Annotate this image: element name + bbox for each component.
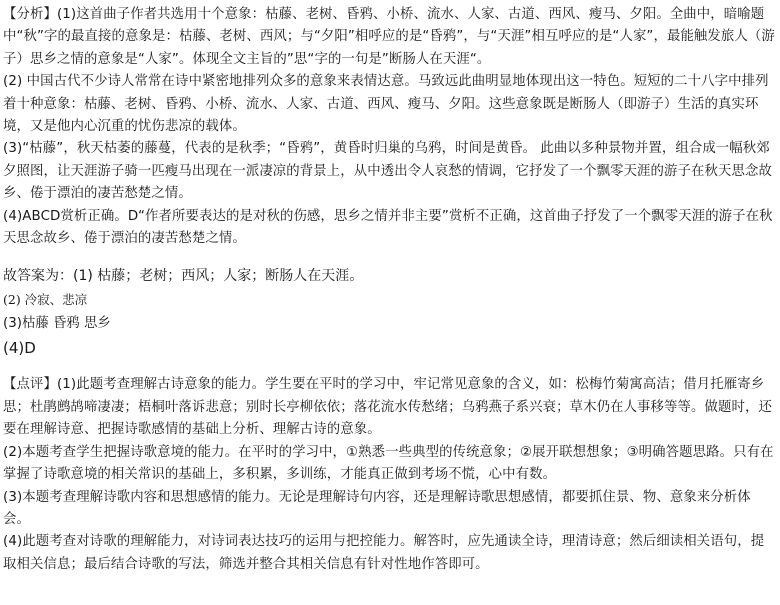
answer-heading: 故答案为：(1) 枯藤；老树；西风；人家；断肠人在天涯。	[3, 268, 364, 285]
analysis-paragraph-3: (3)“枯藤”，秋天枯萎的藤蔓，代表的是秋季；“昏鸦”，黄昏时归巢的乌鸦，时间是黄昏。 此曲以多种景物并置，组合成一幅秋郊夕照图，让天涯游子骑一匹瘦马出现在一派凄凉的背景上，从中透出令人哀愁的情调，它抒发了一个飘零天涯的游子在秋天思念故乡、倦于漂泊的凄苦愁楚之情。	[3, 141, 772, 202]
comment-paragraph-3: (3)本题考查理解诗歌内容和思想感情的能力。无论是理解诗句内容，还是理解诗歌思想感情，都要抓住景、物、意象来分析体会。	[3, 489, 751, 527]
analysis-paragraph-1: 【分析】(1)这首曲子作者共选用十个意象：枯藤、老树、昏鸦、小桥、流水、人家、古道、西风、瘦马、夕阳。全曲中，暗喻题中“秋”字的最直接的意象是：枯藤、老树、西风；与“夕阳”相呼应的是“昏鸦”，与“天涯”相互呼应的是“人家”，最能触发旅人（游子）思乡之情的意象是“人家”。体现全文主旨的”思“字的一句是”断肠人在天涯“。	[3, 7, 775, 67]
comment-paragraph-4: (4)此题考查对诗歌的理解能力，对诗词表达技巧的运用与把控能力。解答时，应先通读全诗，理清诗意；然后细读相关语句，提取相关信息；最后结合诗歌的写法，筛选并整合其相关信息有针对性地作答即可。	[3, 534, 765, 572]
answer-item-4: (4)D	[3, 339, 36, 358]
section-gap	[3, 250, 776, 264]
comment-paragraph-1: 【点评】(1)此题考查理解古诗意象的能力。学生要在平时的学习中，牢记常见意象的含义，如：松梅竹菊寓高洁；借月托雁寄乡思；杜鹃鹧鸪啼凄凄；梧桐叶落诉悲意；别时长亭柳依依；落花流水传愁绪；乌鸦燕子系兴衰；草木仍在人事移等等。做题时，还要在理解诗意、把握诗歌感情的基础上分析、理解古诗的意象。	[3, 377, 772, 438]
comment-paragraph-2: (2)本题考查学生把握诗歌意境的能力。在平时的学习中，①熟悉一些典型的传统意象；②展开联想想象；③明确答题思路。只有在掌握了诗歌意境的相关常识的基础上，多积累，多训练，才能真正做到考场不慌，心中有数。	[3, 444, 774, 483]
analysis-paragraph-2: (2) 中国古代不少诗人常常在诗中紧密地排列众多的意象来表情达意。马致远此曲明显地体现出这一特色。短短的二十八字中排列着十种意象：枯藤、老树、昏鸦、小桥、流水、人家、古道、西风、瘦马、夕阳。这些意象既是断肠人（即游子）生活的真实环境，又是他内心沉重的忧伤悲凉的载体。	[3, 74, 769, 135]
analysis-paragraph-4: (4)ABCD赏析正确。D“作者所要表达的是对秋的伤感，思乡之情并非主要”赏析不正确，这首曲子抒发了一个飘零天涯的游子在秋天思念故乡、倦于漂泊的凄苦愁楚之情。	[3, 208, 773, 247]
answer-item-2: (2) 冷寂、悲凉	[3, 292, 88, 308]
section-gap	[3, 360, 776, 374]
answer-item-3: (3)枯藤 昏鸦 思乡	[3, 316, 111, 332]
